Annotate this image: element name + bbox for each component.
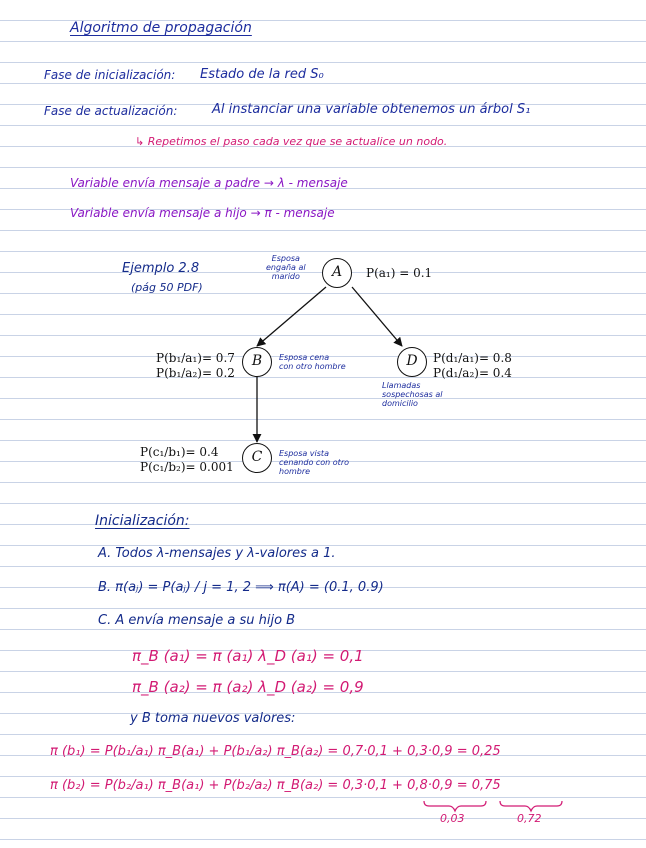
init-item-b: B. π(aⱼ) = P(aⱼ) / j = 1, 2 ⟹ π(A) = (0.1, 0.9) (98, 580, 384, 595)
init-title: Inicialización: (95, 513, 190, 529)
repeat-note: ↳ Repetimos el paso cada vez que se actualice un nodo. (135, 135, 448, 148)
eq-pi-b2: π (b₂) = P(b₂/a₁) π_B(a₁) + P(b₂/a₂) π_B(a₂) = 0,3·0,1 + 0,8·0,9 = 0,75 (50, 778, 501, 793)
example-source: (pág 50 PDF) (131, 281, 203, 294)
init-phase-text: Estado de la red S₀ (200, 67, 324, 82)
note-c: Esposa vista cenando con otro hombre (279, 449, 349, 476)
pi-message-line: Variable envía mensaje a hijo → π - mensaje (70, 206, 335, 220)
eq-pi-b1: π (b₁) = P(b₁/a₁) π_B(a₁) + P(b₁/a₂) π_B(a₂) = 0,7·0,1 + 0,3·0,9 = 0,25 (50, 744, 501, 759)
note-b: Esposa cena con otro hombre (279, 353, 346, 371)
node-a: A (322, 258, 352, 288)
prob-d2: P(d₁/a₂)= 0.4 (433, 366, 512, 380)
node-b: B (242, 347, 272, 377)
prob-c1: P(c₁/b₁)= 0.4 (140, 445, 219, 459)
node-c: C (242, 443, 272, 473)
page-title: Algoritmo de propagación (70, 20, 252, 36)
init-phase-label: Fase de inicialización: (44, 68, 176, 82)
underbrace-value-1: 0,03 (440, 812, 465, 825)
init-item-a: A. Todos λ-mensajes y λ-valores a 1. (98, 546, 336, 561)
example-title: Ejemplo 2.8 (122, 261, 200, 276)
prob-d1: P(d₁/a₁)= 0.8 (433, 351, 512, 365)
new-values-label: y B toma nuevos valores: (130, 711, 296, 726)
prob-b1: P(b₁/a₁)= 0.7 (156, 351, 235, 365)
underbrace-value-2: 0,72 (517, 812, 542, 825)
note-d: Llamadas sospechosas al domicilio (382, 381, 443, 408)
update-phase-text: Al instanciar una variable obtenemos un árbol S₁ (212, 102, 531, 117)
note-a: Esposa engaña al marido (266, 254, 306, 281)
eq-pi-b-a2: π_B (a₂) = π (a₂) λ_D (a₂) = 0,9 (132, 678, 364, 696)
update-phase-label: Fase de actualización: (44, 104, 178, 118)
init-item-c: C. A envía mensaje a su hijo B (98, 613, 296, 628)
prob-a: P(a₁) = 0.1 (366, 266, 433, 280)
eq-pi-b-a1: π_B (a₁) = π (a₁) λ_D (a₁) = 0,1 (132, 647, 364, 665)
prob-c2: P(c₁/b₂)= 0.001 (140, 460, 234, 474)
lambda-message-line: Variable envía mensaje a padre → λ - mensaje (70, 176, 348, 190)
prob-b2: P(b₁/a₂)= 0.2 (156, 366, 235, 380)
node-d: D (397, 347, 427, 377)
